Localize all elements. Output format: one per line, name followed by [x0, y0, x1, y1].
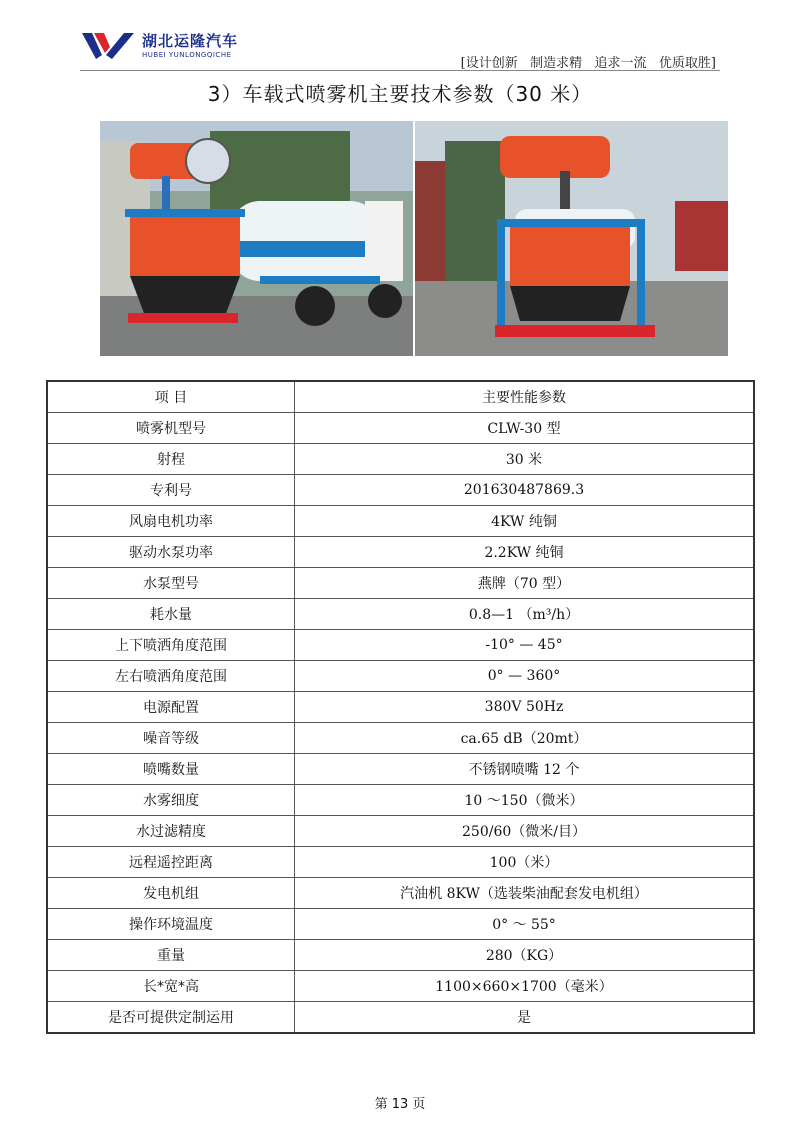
row-value: 10 ～150（微米） — [295, 785, 755, 816]
header-parameter: 主要性能参数 — [295, 381, 755, 413]
row-label: 耗水量 — [47, 599, 295, 630]
row-label: 喷雾机型号 — [47, 413, 295, 444]
table-row — [47, 506, 754, 537]
row-value: 100（米） — [295, 847, 755, 878]
row-label: 远程遥控距离 — [47, 847, 295, 878]
row-label: 射程 — [47, 444, 295, 475]
table-row — [47, 1002, 754, 1034]
row-label: 长*宽*高 — [47, 971, 295, 1002]
row-value: 不锈钢喷嘴 12 个 — [295, 754, 755, 785]
company-logo — [80, 28, 320, 64]
table-row — [47, 816, 754, 847]
row-value: CLW-30 型 — [295, 413, 755, 444]
row-label: 风扇电机功率 — [47, 506, 295, 537]
row-value: 是 — [295, 1002, 755, 1034]
table-row — [47, 444, 754, 475]
company-slogan: [设计创新 制造求精 追求一流 优质取胜] — [460, 56, 716, 71]
table-row — [47, 971, 754, 1002]
row-label: 水雾细度 — [47, 785, 295, 816]
table-row — [47, 847, 754, 878]
table-row — [47, 754, 754, 785]
row-label: 发电机组 — [47, 878, 295, 909]
row-label: 喷嘴数量 — [47, 754, 295, 785]
row-value: 250/60（微米/目） — [295, 816, 755, 847]
row-value: 燕牌（70 型） — [295, 568, 755, 599]
row-value: 2.2KW 纯铜 — [295, 537, 755, 568]
row-value: 0.8—1 （m³/h） — [295, 599, 755, 630]
row-value: 汽油机 8KW（选装柴油配套发电机组） — [295, 878, 755, 909]
table-row — [47, 475, 754, 506]
table-row — [47, 537, 754, 568]
header-divider — [80, 70, 720, 71]
table-row — [47, 909, 754, 940]
table-row — [47, 630, 754, 661]
row-value: 4KW 纯铜 — [295, 506, 755, 537]
row-value: 201630487869.3 — [295, 475, 755, 506]
row-value: 1100×660×1700（毫米） — [295, 971, 755, 1002]
row-value: 280（KG） — [295, 940, 755, 971]
row-label: 专利号 — [47, 475, 295, 506]
logo-chinese-name: 湖北运隆汽车 — [142, 31, 239, 50]
table-row — [47, 878, 754, 909]
row-value: 30 米 — [295, 444, 755, 475]
table-row — [47, 568, 754, 599]
row-label: 左右喷洒角度范围 — [47, 661, 295, 692]
row-label: 上下喷洒角度范围 — [47, 630, 295, 661]
row-label: 是否可提供定制运用 — [47, 1002, 295, 1034]
table-header-row — [47, 381, 754, 413]
logo-english-name: HUBEI YUNLONGQICHE — [142, 50, 232, 59]
spray-truck-side-photo — [100, 121, 413, 356]
row-label: 重量 — [47, 940, 295, 971]
row-label: 驱动水泵功率 — [47, 537, 295, 568]
row-label: 水泵型号 — [47, 568, 295, 599]
row-value: ca.65 dB（20mt） — [295, 723, 755, 754]
table-row — [47, 599, 754, 630]
yunlong-logo-icon — [80, 29, 136, 63]
spray-truck-rear-photo — [415, 121, 728, 356]
row-label: 电源配置 — [47, 692, 295, 723]
row-label: 水过滤精度 — [47, 816, 295, 847]
section-title: 3）车载式喷雾机主要技术参数（30 米） — [207, 82, 593, 106]
table-row — [47, 692, 754, 723]
table-row — [47, 661, 754, 692]
row-label: 噪音等级 — [47, 723, 295, 754]
row-value: -10° — 45° — [295, 630, 755, 661]
row-value: 0° — 360° — [295, 661, 755, 692]
table-row — [47, 413, 754, 444]
header-item: 项 目 — [47, 381, 295, 413]
table-row — [47, 785, 754, 816]
page-number: 第 13 页 — [374, 1097, 426, 1112]
row-value: 0° ～ 55° — [295, 909, 755, 940]
table-row — [47, 723, 754, 754]
spec-table — [46, 380, 755, 1034]
table-row — [47, 940, 754, 971]
row-value: 380V 50Hz — [295, 692, 755, 723]
row-label: 操作环境温度 — [47, 909, 295, 940]
